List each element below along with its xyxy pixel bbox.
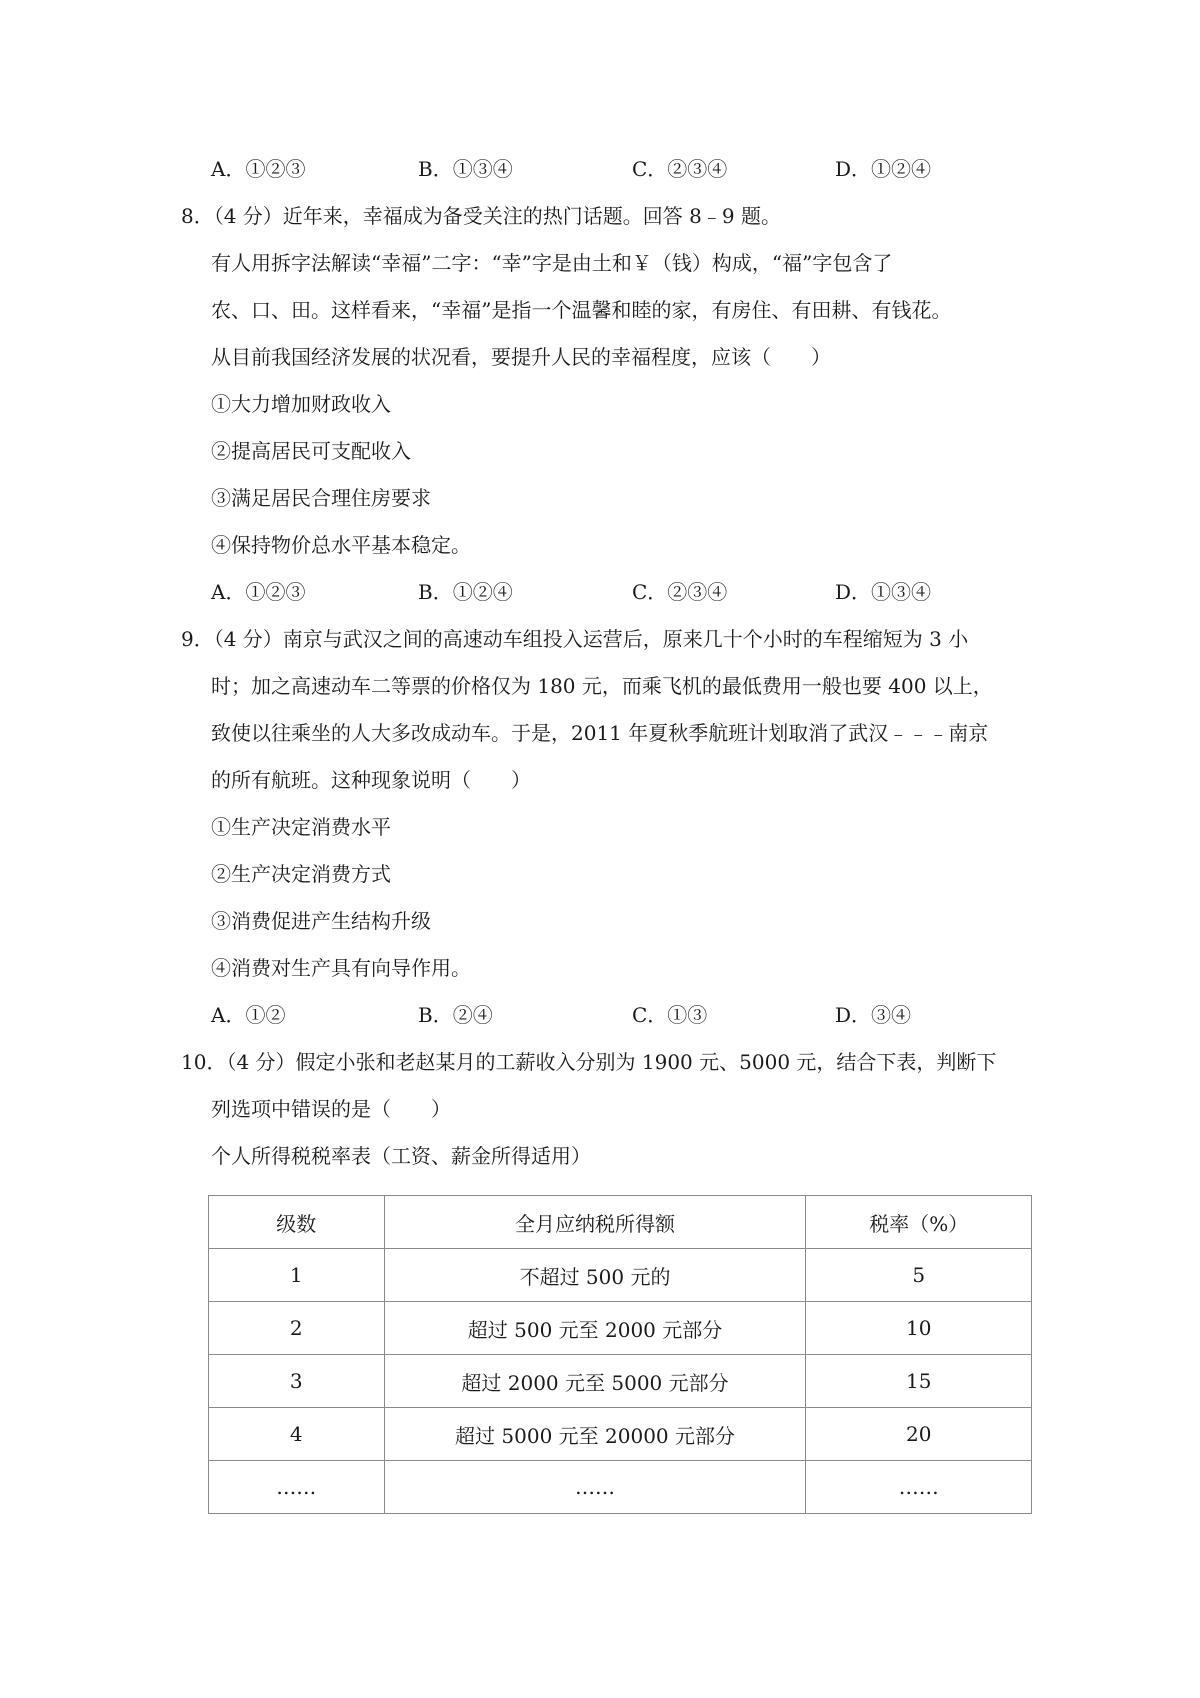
- q7-choice-d: D．①②④: [835, 157, 932, 181]
- table-cell: 1: [209, 1249, 385, 1302]
- q9-option: ①生产决定消费水平: [211, 815, 391, 839]
- table-cell: 20: [806, 1408, 1032, 1461]
- q9-option: ②生产决定消费方式: [211, 862, 391, 886]
- q9-choice-c: C．①③: [632, 1003, 708, 1027]
- table-cell: 15: [806, 1355, 1032, 1408]
- q8-passage-line: 有人用拆字法解读“幸福”二字：“幸”字是由土和￥（钱）构成，“福”字包含了: [211, 251, 893, 275]
- q9-choice-b: B．②④: [418, 1003, 493, 1027]
- table-cell: ……: [384, 1461, 806, 1514]
- q7-choice-a: A．①②③: [211, 157, 306, 181]
- table-row: [209, 1408, 1032, 1461]
- q9-passage-line: 致使以往乘坐的人大多改成动车。于是，2011 年夏秋季航班计划取消了武汉﹣﹣﹣南京: [211, 721, 989, 745]
- table-cell: ……: [806, 1461, 1032, 1514]
- q9-choice-d: D．③④: [835, 1003, 912, 1027]
- table-cell: 10: [806, 1302, 1032, 1355]
- q8-choice-a: A．①②③: [211, 580, 306, 604]
- q9-passage-line: 时；加之高速动车二等票的价格仅为 180 元，而乘飞机的最低费用一般也要 400 以上，: [211, 674, 993, 698]
- q8-option: ④保持物价总水平基本稳定。: [211, 533, 471, 557]
- q8-passage-line: 农、口、田。这样看来，“幸福”是指一个温馨和睦的家，有房住、有田耕、有钱花。: [211, 298, 952, 322]
- q9-option: ④消费对生产具有向导作用。: [211, 956, 471, 980]
- table-cell: 超过 500 元至 2000 元部分: [384, 1302, 806, 1355]
- tax-rate-table: [208, 1195, 1032, 1514]
- table-header-cell: 级数: [209, 1196, 385, 1249]
- tax-table-title: 个人所得税税率表（工资、薪金所得适用）: [211, 1144, 591, 1168]
- table-header-row: [209, 1196, 1032, 1249]
- table-row: [209, 1461, 1032, 1514]
- q8-option: ①大力增加财政收入: [211, 392, 391, 416]
- table-header-cell: 全月应纳税所得额: [384, 1196, 806, 1249]
- table-cell: ……: [209, 1461, 385, 1514]
- q9-choice-a: A．①②: [211, 1003, 286, 1027]
- q9-passage-line: 的所有航班。这种现象说明（ ）: [211, 768, 531, 792]
- q8-option: ③满足居民合理住房要求: [211, 486, 431, 510]
- table-cell: 2: [209, 1302, 385, 1355]
- q10-stem: 10．（4 分）假定小张和老赵某月的工薪收入分别为 1900 元、5000 元，结合下表，判断下: [181, 1050, 997, 1074]
- table-row: [209, 1355, 1032, 1408]
- table-cell: 4: [209, 1408, 385, 1461]
- q8-passage-line: 从目前我国经济发展的状况看，要提升人民的幸福程度，应该（ ）: [211, 345, 831, 369]
- q9-option: ③消费促进产生结构升级: [211, 909, 431, 933]
- q8-option: ②提高居民可支配收入: [211, 439, 411, 463]
- q7-choice-b: B．①③④: [418, 157, 513, 181]
- table-cell: 3: [209, 1355, 385, 1408]
- q9-stem: 9．（4 分）南京与武汉之间的高速动车组投入运营后，原来几十个小时的车程缩短为 3 小: [181, 627, 969, 651]
- table-cell: 不超过 500 元的: [384, 1249, 806, 1302]
- q7-choice-c: C．②③④: [632, 157, 728, 181]
- table-row: [209, 1302, 1032, 1355]
- table-cell: 超过 2000 元至 5000 元部分: [384, 1355, 806, 1408]
- q8-choice-c: C．②③④: [632, 580, 728, 604]
- table-row: [209, 1249, 1032, 1302]
- table-header-cell: 税率（%）: [806, 1196, 1032, 1249]
- q10-passage-line: 列选项中错误的是（ ）: [211, 1097, 451, 1121]
- q8-choice-d: D．①③④: [835, 580, 932, 604]
- q8-choice-b: B．①②④: [418, 580, 513, 604]
- table-cell: 5: [806, 1249, 1032, 1302]
- q8-stem: 8．（4 分）近年来，幸福成为备受关注的热门话题。回答 8﹣9 题。: [181, 204, 781, 228]
- table-cell: 超过 5000 元至 20000 元部分: [384, 1408, 806, 1461]
